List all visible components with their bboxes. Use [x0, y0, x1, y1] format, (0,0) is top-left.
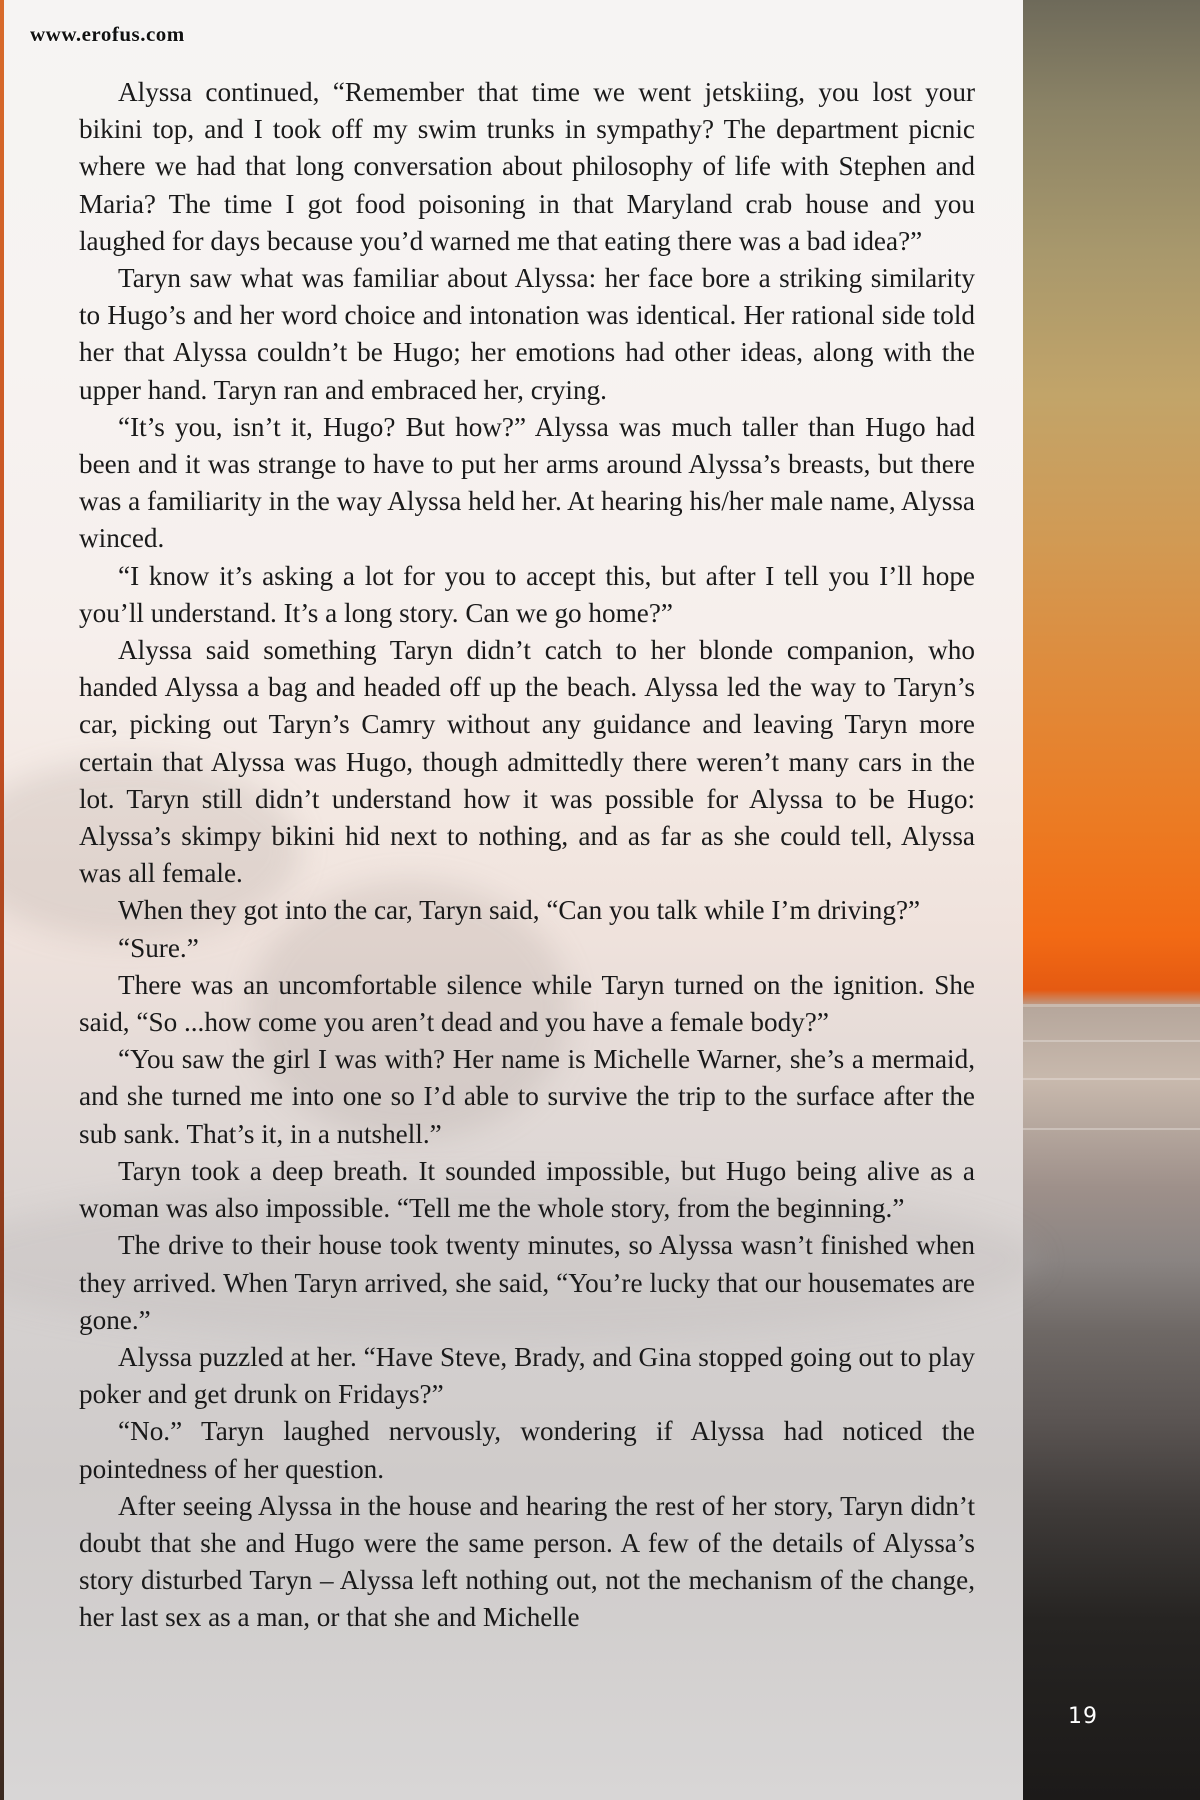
- paragraph: Alyssa continued, “Remember that time we went jetskiing, you lost your bikini top, and I took off my swim trunks in sympathy? The department picnic where we had that long conversation about philosophy of life with Stephen and Maria? The time I got food poisoning in that Maryland crab house and you laughed for days because you’d warned me that eating there was a bad idea?”: [79, 77, 975, 256]
- paragraph: “Sure.”: [118, 932, 199, 963]
- paragraph: “No.” Taryn laughed nervously, wondering if Alyssa had noticed the pointedness of her question.: [79, 1416, 975, 1484]
- left-page-edge: [0, 0, 4, 1800]
- wave-line: [1023, 1078, 1200, 1080]
- wave-line: [1023, 1040, 1200, 1042]
- paragraph: “It’s you, isn’t it, Hugo? But how?” Alyssa was much taller than Hugo had been and it was strange to have to put her arms around Alyssa’s breasts, but there was a familiarity in the way Alyssa held her. At hearing his/her male name, Alyssa winced.: [79, 411, 975, 554]
- paragraph: Taryn took a deep breath. It sounded impossible, but Hugo being alive as a woman was also impossible. “Tell me the whole story, from the beginning.”: [79, 1155, 975, 1224]
- ocean-horizon: [1023, 1004, 1200, 1007]
- paragraph: When they got into the car, Taryn said, “Can you talk while I’m driving?”: [118, 895, 921, 926]
- paragraph: “You saw the girl I was with? Her name is Michelle Warner, she’s a mermaid, and she turned me into one so I’d able to survive the trip to the surface after the sub sank. That’s it, in a nutshell.”: [79, 1044, 975, 1149]
- page-number: 19: [1068, 1704, 1098, 1729]
- paragraph: “I know it’s asking a lot for you to accept this, but after I tell you I’ll hope you’ll understand. It’s a long story. Can we go home?”: [79, 560, 975, 628]
- sunset-photo-strip: [1023, 0, 1200, 1800]
- paragraph: The drive to their house took twenty minutes, so Alyssa wasn’t finished when they arrived. When Taryn arrived, she said, “You’re lucky that our housemates are gone.”: [79, 1230, 975, 1335]
- wave-line: [1023, 1128, 1200, 1130]
- body-text: [79, 74, 975, 1637]
- paragraph: There was an uncomfortable silence while Taryn turned on the ignition. She said, “So ...how come you aren’t dead and you have a female body?”: [79, 969, 975, 1038]
- paragraph: After seeing Alyssa in the house and hearing the rest of her story, Taryn didn’t doubt that she and Hugo were the same person. A few of the details of Alyssa’s story disturbed Taryn – Alyssa left nothing out, not the mechanism of the change, her last sex as a man, or that she and Michelle: [79, 1490, 975, 1633]
- watermark: www.erofus.com: [30, 22, 185, 46]
- paragraph: Alyssa puzzled at her. “Have Steve, Brady, and Gina stopped going out to play poker and get drunk on Fridays?”: [79, 1341, 975, 1410]
- paragraph: Alyssa said something Taryn didn’t catch to her blonde companion, who handed Alyssa a bag and headed off up the beach. Alyssa led the way to Taryn’s car, picking out Taryn’s Camry without any guidance and leaving Taryn more certain that Alyssa was Hugo, though admittedly there weren’t many cars in the lot. Taryn still didn’t understand how it was possible for Alyssa to be Hugo: Alyssa’s skimpy bikini hid next to nothing, and as far as she could tell, Alyssa was all female.: [79, 635, 975, 889]
- paragraph: Taryn saw what was familiar about Alyssa: her face bore a striking similarity to Hugo’s and her word choice and intonation was identical. Her rational side told her that Alyssa couldn’t be Hugo; her emotions had other ideas, along with the upper hand. Taryn ran and embraced her, crying.: [79, 263, 975, 405]
